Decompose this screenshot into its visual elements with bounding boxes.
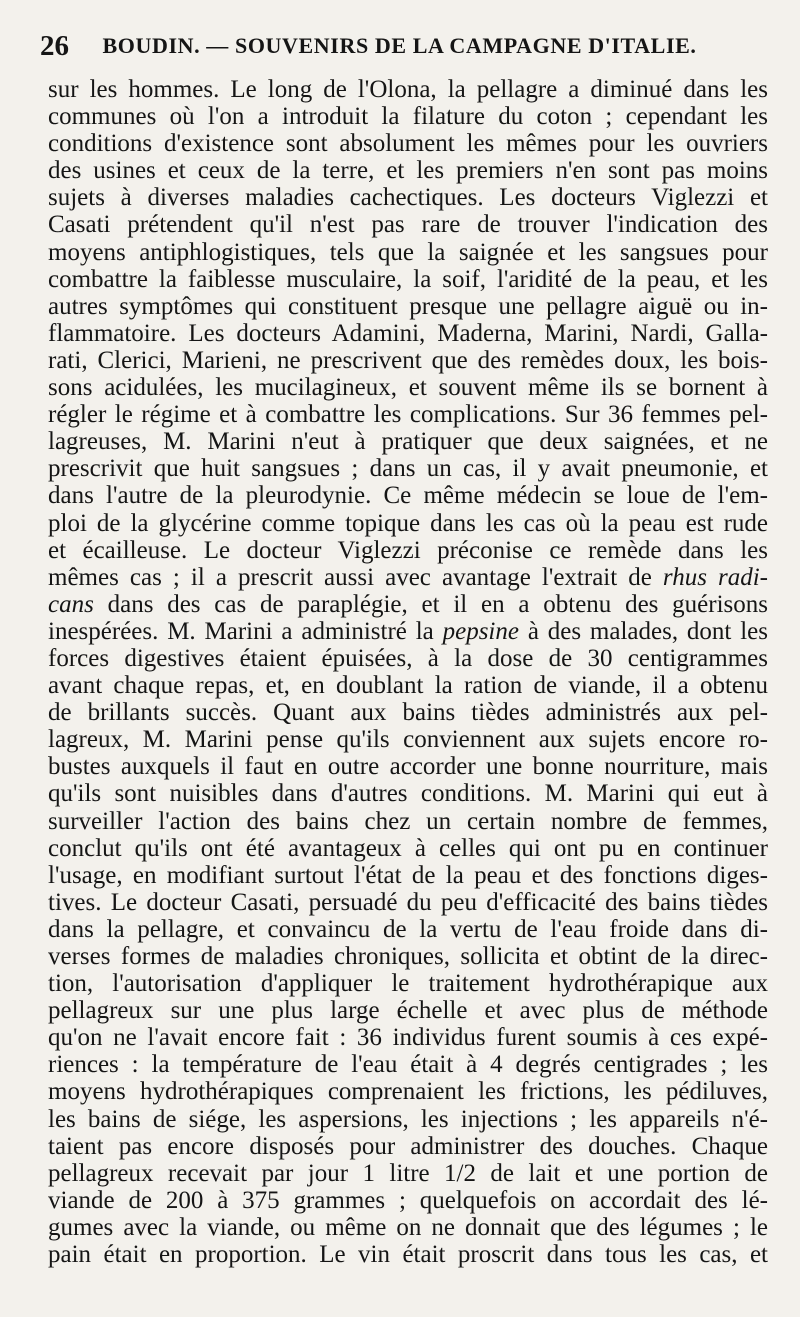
text-line: bustes auxquels il faut en outre accorder une bonne nourriture, mais [48,753,768,781]
text-line: forces digestives étaient épuisées, à la dose de 30 centigrammes [48,644,768,672]
text-line: ploi de la glycérine comme topique dans les cas où la peau est rude [48,509,768,537]
body-text [48,76,768,1268]
text-line: lagreuses, M. Marini n'eut à pratiquer que deux saignées, et ne [48,428,768,456]
text-line: conclut qu'ils ont été avantageux à celles qui ont pu en continuer [48,834,768,862]
text-line: et écailleuse. Le docteur Viglezzi préconise ce remède dans les [48,536,768,564]
text-line: régler le régime et à combattre les complications. Sur 36 femmes pel- [48,401,768,429]
text-line: pellagreux sur une plus large échelle et avec plus de méthode [48,997,768,1025]
running-title: BOUDIN. — SOUVENIRS DE LA CAMPAGNE D'ITALIE. [102,33,697,58]
text-line: inespérées. M. Marini a administré la pepsine à des malades, dont les [48,617,768,645]
text-line: flammatoire. Les docteurs Adamini, Maderna, Marini, Nardi, Galla- [48,319,768,347]
text-line: des usines et ceux de la terre, et les premiers n'en sont pas moins [48,157,768,185]
text-line: taient pas encore disposés pour administrer des douches. Chaque [48,1132,768,1160]
text-line: tion, l'autorisation d'appliquer le traitement hydrothérapique aux [48,970,768,998]
text-line: avant chaque repas, et, en doublant la ration de viande, il a obtenu [48,672,768,700]
text-line: communes où l'on a introduit la filature du coton ; cependant les [48,103,768,131]
text-line: riences : la température de l'eau était à 4 degrés centigrades ; les [48,1051,768,1079]
text-line: mêmes cas ; il a prescrit aussi avec avantage l'extrait de rhus radi- [48,563,768,591]
page-number: 26 [40,30,69,62]
text-line: sujets à diverses maladies cachectiques. Les docteurs Viglezzi et [48,184,768,212]
text-line: surveiller l'action des bains chez un certain nombre de femmes, [48,807,768,835]
text-line: de brillants succès. Quant aux bains tièdes administrés aux pel- [48,699,768,727]
text-line: pain était en proportion. Le vin était proscrit dans tous les cas, et [48,1241,768,1269]
text-line: qu'on ne l'avait encore fait : 36 individus furent soumis à ces expé- [48,1024,768,1052]
text-line: l'usage, en modifiant surtout l'état de la peau et des fonctions diges- [48,861,768,889]
text-line: les bains de siége, les aspersions, les injections ; les appareils n'é- [48,1105,768,1133]
text-line: combattre la faiblesse musculaire, la soif, l'aridité de la peau, et les [48,265,768,293]
text-line: autres symptômes qui constituent presque une pellagre aiguë ou in- [48,292,768,320]
text-line: prescrivit que huit sangsues ; dans un cas, il y avait pneumonie, et [48,455,768,483]
text-line: tives. Le docteur Casati, persuadé du peu d'efficacité des bains tièdes [48,888,768,916]
text-line: gumes avec la viande, ou même on ne donnait que des légumes ; le [48,1213,768,1241]
text-line: dans la pellagre, et convaincu de la vertu de l'eau froide dans di- [48,915,768,943]
text-line: Casati prétendent qu'il n'est pas rare de trouver l'indication des [48,211,768,239]
text-line: lagreux, M. Marini pense qu'ils conviennent aux sujets encore ro- [48,726,768,754]
text-line: sons acidulées, les mucilagineux, et souvent même ils se bornent à [48,374,768,402]
text-line: cans dans des cas de paraplégie, et il en a obtenu des guérisons [48,590,768,618]
text-line: moyens hydrothérapiques comprenaient les frictions, les pédiluves, [48,1078,768,1106]
text-line: rati, Clerici, Marieni, ne prescrivent que des remèdes doux, les bois- [48,346,768,374]
text-line: sur les hommes. Le long de l'Olona, la pellagre a diminué dans les [48,76,768,103]
running-header [40,30,780,63]
text-line: moyens antiphlogistiques, tels que la saignée et les sangsues pour [48,238,768,266]
text-line: conditions d'existence sont absolument les mêmes pour les ouvriers [48,130,768,158]
text-line: pellagreux recevait par jour 1 litre 1/2 de lait et une portion de [48,1159,768,1187]
text-line: verses formes de maladies chroniques, sollicita et obtint de la direc- [48,943,768,970]
text-line: viande de 200 à 375 grammes ; quelquefois on accordait des lé- [48,1186,768,1214]
text-line: dans l'autre de la pleurodynie. Ce même médecin se loue de l'em- [48,482,768,510]
text-line: qu'ils sont nuisibles dans d'autres conditions. M. Marini qui eut à [48,780,768,808]
